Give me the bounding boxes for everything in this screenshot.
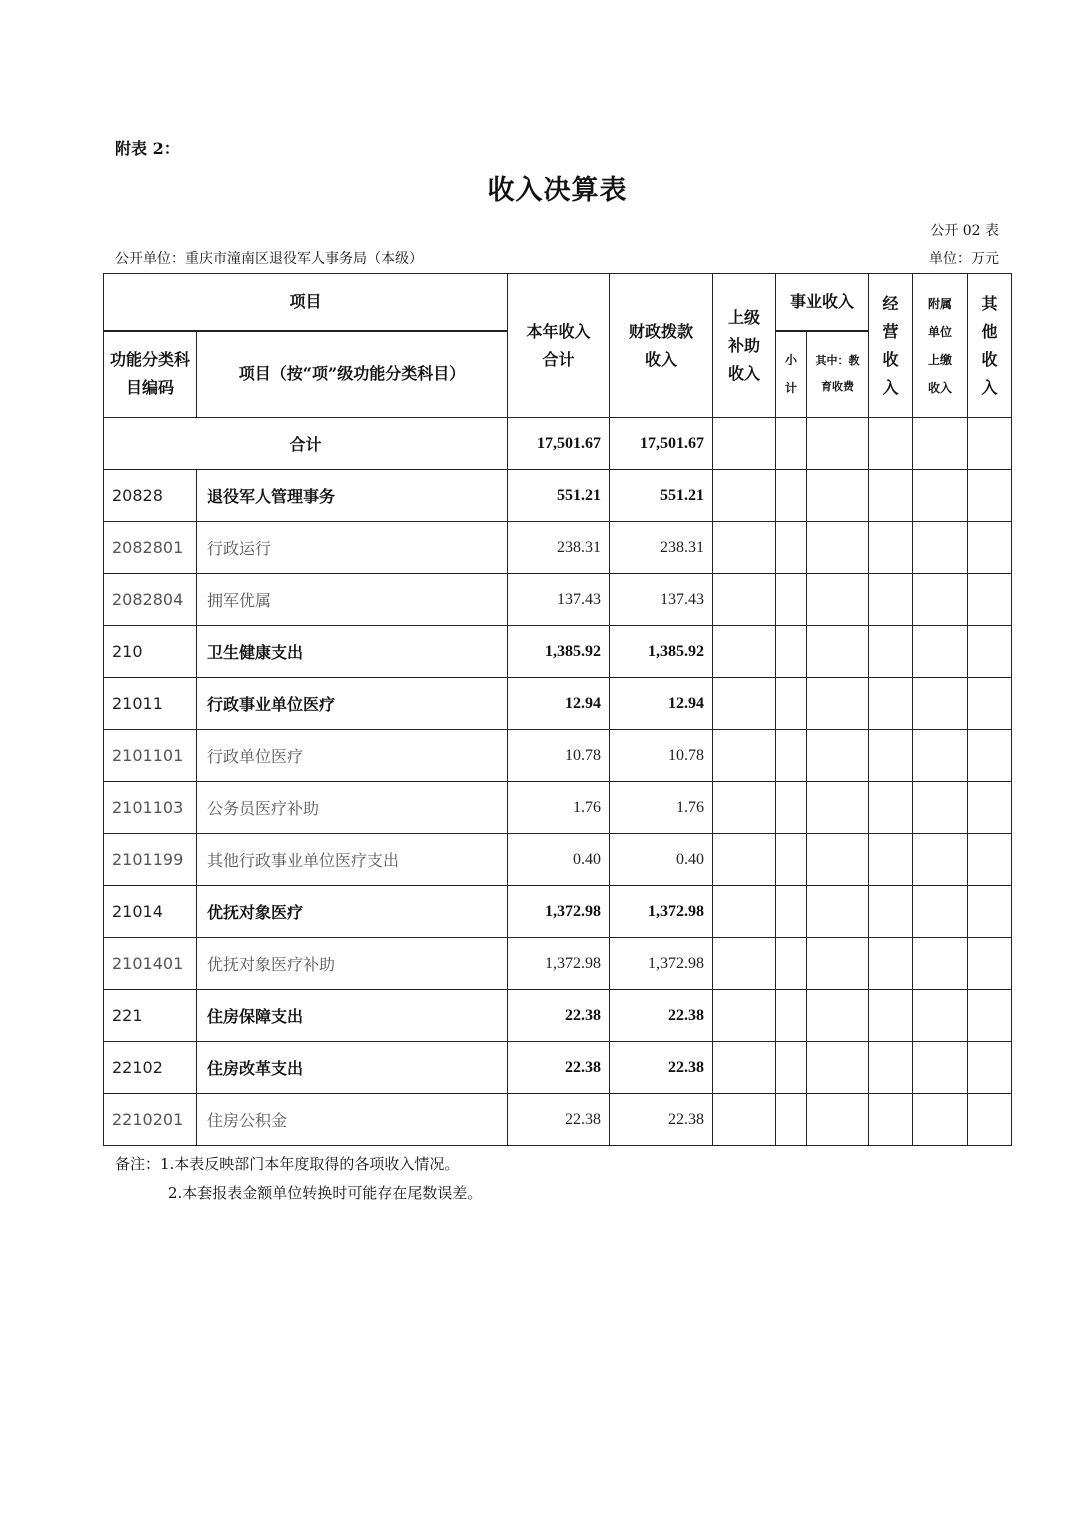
empty-cell	[968, 470, 1012, 522]
table-row	[104, 574, 1012, 626]
row-code: 2082804	[104, 574, 197, 626]
header-edu: 其中：教育收费	[807, 331, 869, 418]
row-name: 住房改革支出	[197, 1042, 508, 1094]
empty-cell	[776, 938, 807, 990]
empty-cell	[913, 990, 968, 1042]
row-name: 行政运行	[197, 522, 508, 574]
row-code: 20828	[104, 470, 197, 522]
empty-cell	[869, 626, 913, 678]
empty-cell	[713, 938, 776, 990]
row-code: 210	[104, 626, 197, 678]
row-fiscal: 1,385.92	[610, 626, 713, 678]
empty-cell	[913, 574, 968, 626]
row-name: 退役军人管理事务	[197, 470, 508, 522]
row-total: 1.76	[508, 782, 610, 834]
row-fiscal: 1,372.98	[610, 886, 713, 938]
row-code: 2101101	[104, 730, 197, 782]
table-row	[104, 886, 1012, 938]
header-superior: 上级补助收入	[713, 274, 776, 418]
row-name: 优抚对象医疗	[197, 886, 508, 938]
table-row	[104, 782, 1012, 834]
row-total: 1,385.92	[508, 626, 610, 678]
header-affiliated: 附属单位上缴收入	[913, 274, 968, 418]
total-fiscal: 17,501.67	[610, 418, 713, 470]
header-business: 事业收入	[776, 274, 869, 331]
row-total: 12.94	[508, 678, 610, 730]
row-code: 21011	[104, 678, 197, 730]
table-row	[104, 522, 1012, 574]
note-2: 2.本套报表金额单位转换时可能存在尾数误差。	[168, 1184, 483, 1202]
empty-cell	[869, 782, 913, 834]
row-code: 2210201	[104, 1094, 197, 1146]
empty-cell	[913, 834, 968, 886]
empty-cell	[913, 782, 968, 834]
row-total: 238.31	[508, 522, 610, 574]
table-row	[104, 626, 1012, 678]
empty-cell	[713, 574, 776, 626]
empty-cell	[869, 678, 913, 730]
table-row	[104, 730, 1012, 782]
header-fiscal: 财政拨款收入	[610, 274, 713, 418]
row-name: 拥军优属	[197, 574, 508, 626]
empty-cell	[713, 678, 776, 730]
empty-cell	[968, 886, 1012, 938]
row-fiscal: 10.78	[610, 730, 713, 782]
empty-cell	[913, 938, 968, 990]
row-code: 22102	[104, 1042, 197, 1094]
empty-cell	[869, 522, 913, 574]
empty-cell	[913, 522, 968, 574]
empty-cell	[713, 730, 776, 782]
row-name: 住房公积金	[197, 1094, 508, 1146]
header-subtotal: 小计	[776, 331, 807, 418]
empty-cell	[869, 938, 913, 990]
row-fiscal: 238.31	[610, 522, 713, 574]
empty-cell	[968, 522, 1012, 574]
empty-cell	[713, 990, 776, 1042]
empty-cell	[807, 522, 869, 574]
attachment-label: 附表 2：	[115, 139, 180, 158]
empty-cell	[913, 886, 968, 938]
note-1: 备注：1.本表反映部门本年度取得的各项收入情况。	[115, 1155, 460, 1173]
empty-cell	[968, 1094, 1012, 1146]
row-code: 2101401	[104, 938, 197, 990]
unit-label: 单位：万元	[929, 251, 999, 267]
empty-cell	[776, 522, 807, 574]
empty-cell	[807, 938, 869, 990]
empty-cell	[869, 990, 913, 1042]
empty-cell	[807, 626, 869, 678]
header-other: 其他收入	[968, 274, 1012, 418]
table-row	[104, 990, 1012, 1042]
row-total: 22.38	[508, 1094, 610, 1146]
row-fiscal: 12.94	[610, 678, 713, 730]
empty-cell	[713, 834, 776, 886]
row-fiscal: 551.21	[610, 470, 713, 522]
empty-cell	[968, 678, 1012, 730]
row-total: 0.40	[508, 834, 610, 886]
header-item-name: 项目（按“项”级功能分类科目）	[197, 331, 508, 418]
empty-cell	[776, 1094, 807, 1146]
header-operating: 经营收入	[869, 274, 913, 418]
row-total: 551.21	[508, 470, 610, 522]
empty-cell	[807, 782, 869, 834]
row-name: 其他行政事业单位医疗支出	[197, 834, 508, 886]
row-total: 10.78	[508, 730, 610, 782]
empty-cell	[776, 834, 807, 886]
unit-name: 公开单位：重庆市潼南区退役军人事务局（本级）	[115, 251, 423, 267]
empty-cell	[913, 730, 968, 782]
empty-cell	[713, 470, 776, 522]
row-fiscal: 22.38	[610, 990, 713, 1042]
row-total: 1,372.98	[508, 886, 610, 938]
empty-cell	[713, 1094, 776, 1146]
empty-cell	[968, 938, 1012, 990]
empty-cell	[968, 626, 1012, 678]
empty-cell	[913, 1094, 968, 1146]
empty-cell	[713, 1042, 776, 1094]
header-code: 功能分类科目编码	[104, 331, 197, 418]
income-table	[103, 273, 1012, 1146]
header-total: 本年收入合计	[508, 274, 610, 418]
empty-cell	[968, 834, 1012, 886]
empty-cell	[913, 626, 968, 678]
empty-cell	[869, 574, 913, 626]
row-name: 卫生健康支出	[197, 626, 508, 678]
empty-cell	[807, 1042, 869, 1094]
empty-cell	[807, 678, 869, 730]
table-row	[104, 938, 1012, 990]
empty-cell	[807, 470, 869, 522]
empty-cell	[776, 1042, 807, 1094]
empty-cell	[776, 574, 807, 626]
row-code: 221	[104, 990, 197, 1042]
row-code: 2082801	[104, 522, 197, 574]
empty-cell	[776, 730, 807, 782]
empty-cell	[807, 730, 869, 782]
row-fiscal: 22.38	[610, 1094, 713, 1146]
row-total: 137.43	[508, 574, 610, 626]
form-number: 公开 02 表	[930, 223, 999, 239]
empty-cell	[776, 678, 807, 730]
empty-cell	[968, 730, 1012, 782]
empty-cell	[776, 990, 807, 1042]
empty-cell	[807, 574, 869, 626]
row-name: 公务员医疗补助	[197, 782, 508, 834]
empty-cell	[869, 1094, 913, 1146]
table-row	[104, 678, 1012, 730]
empty-cell	[807, 834, 869, 886]
page-title: 收入决算表	[487, 175, 628, 206]
empty-cell	[776, 626, 807, 678]
table-row	[104, 1042, 1012, 1094]
table-row	[104, 834, 1012, 886]
empty-cell	[807, 886, 869, 938]
empty-cell	[776, 470, 807, 522]
empty-cell	[913, 1042, 968, 1094]
empty-cell	[968, 990, 1012, 1042]
row-code: 2101103	[104, 782, 197, 834]
header-item: 项目	[104, 274, 508, 331]
total-value: 17,501.67	[508, 418, 610, 470]
row-total: 22.38	[508, 1042, 610, 1094]
empty-cell	[807, 1094, 869, 1146]
notes	[115, 1150, 482, 1208]
row-code: 21014	[104, 886, 197, 938]
row-total: 1,372.98	[508, 938, 610, 990]
empty-cell	[869, 834, 913, 886]
empty-cell	[869, 1042, 913, 1094]
empty-cell	[968, 574, 1012, 626]
empty-cell	[713, 886, 776, 938]
empty-cell	[913, 470, 968, 522]
row-total: 22.38	[508, 990, 610, 1042]
row-fiscal: 1,372.98	[610, 938, 713, 990]
empty-cell	[807, 990, 869, 1042]
row-fiscal: 1.76	[610, 782, 713, 834]
empty-cell	[776, 886, 807, 938]
empty-cell	[968, 1042, 1012, 1094]
table-row	[104, 470, 1012, 522]
row-name: 行政单位医疗	[197, 730, 508, 782]
row-fiscal: 137.43	[610, 574, 713, 626]
empty-cell	[869, 470, 913, 522]
empty-cell	[713, 626, 776, 678]
row-code: 2101199	[104, 834, 197, 886]
empty-cell	[968, 782, 1012, 834]
row-fiscal: 22.38	[610, 1042, 713, 1094]
empty-cell	[869, 886, 913, 938]
row-name: 住房保障支出	[197, 990, 508, 1042]
row-name: 行政事业单位医疗	[197, 678, 508, 730]
row-fiscal: 0.40	[610, 834, 713, 886]
table-row	[104, 1094, 1012, 1146]
total-label: 合计	[104, 418, 508, 470]
empty-cell	[713, 782, 776, 834]
empty-cell	[776, 782, 807, 834]
empty-cell	[913, 678, 968, 730]
row-name: 优抚对象医疗补助	[197, 938, 508, 990]
empty-cell	[713, 522, 776, 574]
empty-cell	[869, 730, 913, 782]
